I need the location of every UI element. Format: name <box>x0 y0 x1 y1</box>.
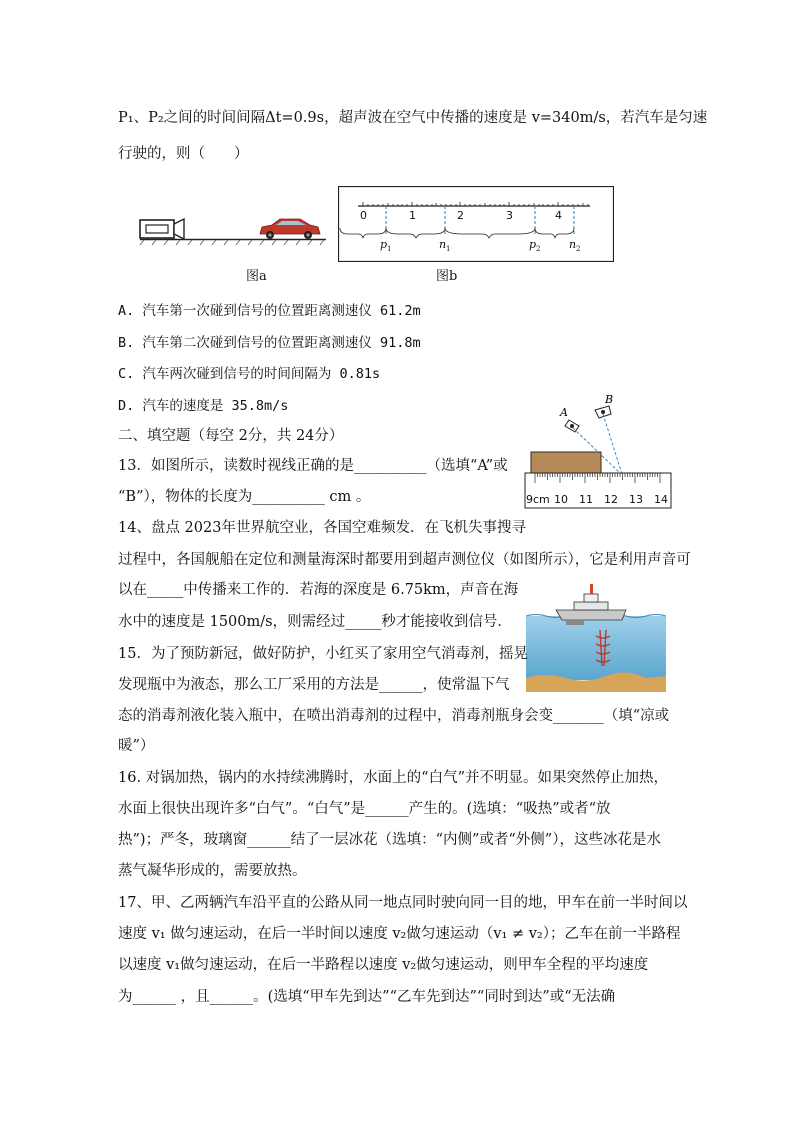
car-icon <box>260 219 320 239</box>
svg-text:1: 1 <box>387 245 392 253</box>
option-c: C. 汽车两次碰到信号的时间间隔为 0.81s <box>118 366 381 382</box>
svg-text:n: n <box>439 238 447 251</box>
svg-text:p: p <box>380 238 388 251</box>
q13-line-1: 13．如图所示，读数时视线正确的是__________（选填“A”或 <box>118 458 508 474</box>
q17-line-1: 17、甲、乙两辆汽车沿平直的公路从同一地点同时驶向同一目的地，甲车在前一半时间以 <box>118 895 688 911</box>
q17-line-3: 以速度 v₁做匀速运动，在后一半路程以速度 v₂做匀速运动，则甲车全程的平均速度 <box>118 957 649 973</box>
svg-text:4: 4 <box>555 209 562 222</box>
q15-line-4: 暖”） <box>118 738 155 754</box>
q16-line-3: 热”)；严冬，玻璃窗______结了一层冰花（选填：“内侧”或者“外侧”），这些冰花是水 <box>118 832 661 848</box>
svg-text:n: n <box>569 238 577 251</box>
svg-text:9cm: 9cm <box>526 493 550 506</box>
q14-line-4: 水中的速度是 1500m/s，则需经过_____秒才能接收到信号． <box>118 614 512 630</box>
q16-line-2: 水面上很快出现许多“白气”。“白气”是______产生的。(选填：“吸热”或者“放 <box>118 801 611 817</box>
eye-a-icon <box>565 420 579 432</box>
q16-line-4: 蒸气凝华形成的，需要放热。 <box>118 863 307 879</box>
speed-detector-icon <box>140 219 184 239</box>
q15-line-2: 发现瓶中为液态，那么工厂采用的方法是______，使常温下气 <box>118 677 510 693</box>
figure-a <box>136 212 331 248</box>
svg-text:2: 2 <box>457 209 464 222</box>
svg-text:13: 13 <box>629 493 643 506</box>
q15-line-3: 态的消毒剂液化装入瓶中，在喷出消毒剂的过程中，消毒剂瓶身会变_______（填“凉或 <box>118 708 670 724</box>
q14-line-1: 14、盘点 2023年世界航空业，各国空难频发．在飞机失事搜寻 <box>118 520 526 536</box>
stem-line-1: P₁、P₂之间的时间间隔Δt=0.9s，超声波在空气中传播的速度是 v=340m/s，若汽车是匀速 <box>118 110 708 126</box>
svg-text:14: 14 <box>654 493 668 506</box>
q17-line-4: 为______ ，且______。(选填“甲车先到达”“乙车先到达”“同时到达”或“无法确 <box>118 989 616 1005</box>
section-heading: 二、填空题（每空 2分，共 24分） <box>118 428 344 444</box>
q16-line-1: 16. 对锅加热，锅内的水持续沸腾时，水面上的“白气”并不明显。如果突然停止加热， <box>118 770 668 786</box>
figure-a-caption: 图a <box>246 269 267 284</box>
svg-text:2: 2 <box>536 245 541 253</box>
figure-b-caption: 图b <box>436 269 458 284</box>
q13-line-2: “B”），物体的长度为__________ cm 。 <box>118 489 371 505</box>
svg-text:2: 2 <box>576 245 581 253</box>
option-b: B. 汽车第二次碰到信号的位置距离测速仪 91.8m <box>118 335 421 351</box>
q17-line-2: 速度 v₁ 做匀速运动，在后一半时间以速度 v₂做匀速运动（v₁ ≠ v₂）；乙车在前一半路程 <box>118 926 681 942</box>
svg-text:10: 10 <box>554 493 568 506</box>
ruler-figure <box>523 392 673 510</box>
figure-b <box>338 186 614 262</box>
sonar-ship-figure <box>526 580 666 692</box>
svg-text:A: A <box>560 406 568 419</box>
svg-text:0: 0 <box>360 209 367 222</box>
svg-text:11: 11 <box>579 493 593 506</box>
eye-b-icon <box>595 406 611 418</box>
svg-text:3: 3 <box>506 209 513 222</box>
svg-text:B: B <box>605 393 614 406</box>
svg-text:p: p <box>529 238 537 251</box>
option-d: D. 汽车的速度是 35.8m/s <box>118 398 289 414</box>
stem-line-2: 行驶的，则（ ） <box>118 146 249 162</box>
svg-text:12: 12 <box>604 493 618 506</box>
svg-text:1: 1 <box>409 209 416 222</box>
q14-line-3: 以在_____中传播来工作的．若海的深度是 6.75km，声音在海 <box>118 582 519 598</box>
q14-line-2: 过程中，各国舰船在定位和测量海深时都要用到超声测位仪（如图所示），它是利用声音可 <box>118 552 691 568</box>
option-a: A. 汽车第一次碰到信号的位置距离测速仪 61.2m <box>118 303 421 319</box>
svg-text:1: 1 <box>446 245 451 253</box>
q15-line-1: 15．为了预防新冠，做好防护，小红买了家用空气消毒剂，摇晃 <box>118 646 528 662</box>
